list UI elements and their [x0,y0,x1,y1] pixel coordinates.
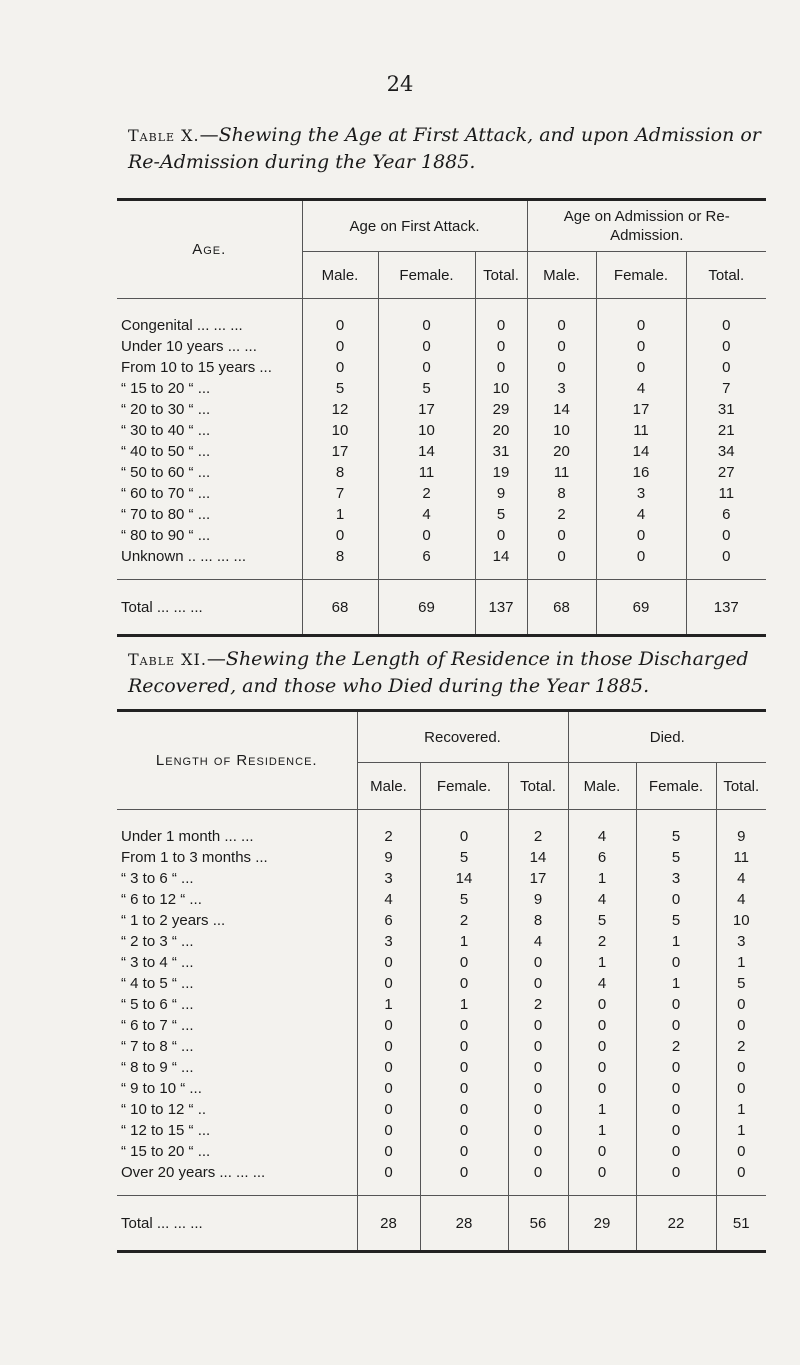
table-cell: 1 [636,973,716,994]
table-cell: 11 [716,847,766,868]
table-cell: 0 [636,1162,716,1196]
table-x-caption-lead: Table X. [128,126,200,145]
table-xi-group-died: Died. [568,711,766,763]
row-label: “ 4 to 5 “ ... [121,975,194,992]
total-label: Total ... ... ... [117,1196,357,1252]
table-cell: 0 [420,1141,508,1162]
table-cell: 4 [508,931,568,952]
table-cell: 0 [357,1057,420,1078]
table-cell: 2 [716,1036,766,1057]
table-cell: 8 [508,910,568,931]
table-cell: 0 [716,1141,766,1162]
table-cell: 17 [378,399,475,420]
table-cell: 6 [357,910,420,931]
table-cell: 0 [475,357,527,378]
table-row [117,357,766,378]
row-label: Under 10 years ... ... [121,338,257,355]
row-label: “ 5 to 6 “ ... [121,996,194,1013]
table-cell: 0 [508,1099,568,1120]
table-cell: 11 [527,462,596,483]
total-cell: 29 [568,1196,636,1252]
table-cell: 0 [686,299,766,337]
row-label: “ 3 to 4 “ ... [121,954,194,971]
table-cell: 5 [636,847,716,868]
table-cell: 0 [302,336,378,357]
page-number: 24 [386,72,414,96]
table-row [117,810,766,848]
table-cell: 0 [420,1036,508,1057]
row-label: “ 8 to 9 “ ... [121,1059,194,1076]
table-cell: 10 [378,420,475,441]
table-row [117,441,766,462]
table-row [117,525,766,546]
total-cell: 68 [527,580,596,636]
table-cell: 0 [357,1036,420,1057]
table-cell: 1 [568,1099,636,1120]
column-header: Female. [596,252,686,299]
table-cell: 4 [378,504,475,525]
row-label: Unknown .. ... ... ... [121,548,247,565]
table-cell: 0 [508,973,568,994]
table-cell: 4 [568,810,636,848]
column-header: Total. [475,252,527,299]
column-header: Male. [568,763,636,810]
table-cell: 1 [716,1120,766,1141]
table-cell: 11 [686,483,766,504]
table-cell: 11 [378,462,475,483]
table-cell: 14 [378,441,475,462]
table-cell: 0 [636,889,716,910]
table-cell: 0 [716,1162,766,1196]
column-header: Female. [636,763,716,810]
table-row [117,910,766,931]
table-cell: 14 [596,441,686,462]
table-cell: 0 [357,973,420,994]
table-cell: 1 [716,952,766,973]
row-label: “ 30 to 40 “ ... [121,422,211,439]
table-row [117,952,766,973]
table-xi [117,709,766,1253]
table-cell: 7 [302,483,378,504]
table-cell: 0 [596,357,686,378]
table-cell: 2 [357,810,420,848]
table-cell: 10 [475,378,527,399]
table-cell: 0 [636,1015,716,1036]
table-row [117,1141,766,1162]
table-cell: 1 [568,1120,636,1141]
table-row [117,1057,766,1078]
row-label: From 1 to 3 months ... [121,849,268,866]
total-cell: 137 [686,580,766,636]
table-cell: 4 [568,973,636,994]
table-xi-caption [128,646,768,700]
table-cell: 2 [527,504,596,525]
table-row [117,1078,766,1099]
total-cell: 28 [420,1196,508,1252]
table-cell: 0 [508,1120,568,1141]
table-cell: 9 [716,810,766,848]
table-cell: 0 [357,952,420,973]
table-cell: 0 [475,525,527,546]
table-cell: 0 [568,1057,636,1078]
table-cell: 4 [596,378,686,399]
row-label: “ 80 to 90 “ ... [121,527,211,544]
table-cell: 0 [568,994,636,1015]
table-cell: 0 [508,1141,568,1162]
table-cell: 9 [357,847,420,868]
table-cell: 5 [420,889,508,910]
table-x-group-first-attack: Age on First Attack. [302,200,527,252]
table-cell: 7 [686,378,766,399]
row-label: “ 7 to 8 “ ... [121,1038,194,1055]
table-cell: 14 [508,847,568,868]
table-cell: 2 [636,1036,716,1057]
table-cell: 0 [378,357,475,378]
table-cell: 0 [302,357,378,378]
column-header: Female. [378,252,475,299]
table-row [117,336,766,357]
table-row [117,399,766,420]
table-row [117,504,766,525]
table-cell: 1 [716,1099,766,1120]
table-cell: 29 [475,399,527,420]
table-cell: 9 [508,889,568,910]
table-xi-row-header: Length of Residence. [117,711,357,810]
total-cell: 22 [636,1196,716,1252]
table-cell: 0 [420,810,508,848]
table-cell: 21 [686,420,766,441]
table-cell: 16 [596,462,686,483]
row-label: “ 6 to 12 “ ... [121,891,202,908]
table-xi-group-recovered: Recovered. [357,711,568,763]
table-x [117,198,766,637]
total-cell: 68 [302,580,378,636]
table-cell: 0 [420,1015,508,1036]
table-row [117,973,766,994]
table-cell: 20 [475,420,527,441]
total-cell: 69 [378,580,475,636]
table-cell: 0 [568,1162,636,1196]
row-label: “ 10 to 12 “ .. [121,1101,207,1118]
table-cell: 0 [636,1099,716,1120]
table-cell: 0 [568,1015,636,1036]
row-label: “ 60 to 70 “ ... [121,485,211,502]
table-cell: 4 [596,504,686,525]
table-cell: 1 [636,931,716,952]
table-cell: 14 [420,868,508,889]
table-cell: 1 [357,994,420,1015]
table-cell: 0 [596,299,686,337]
row-label: “ 70 to 80 “ ... [121,506,211,523]
table-cell: 5 [420,847,508,868]
row-label: “ 20 to 30 “ ... [121,401,211,418]
table-cell: 0 [378,525,475,546]
table-cell: 0 [302,525,378,546]
table-cell: 3 [596,483,686,504]
total-cell: 28 [357,1196,420,1252]
table-cell: 5 [475,504,527,525]
table-cell: 0 [357,1162,420,1196]
row-label: From 10 to 15 years ... [121,359,272,376]
table-cell: 0 [420,973,508,994]
table-cell: 0 [420,1120,508,1141]
table-cell: 12 [302,399,378,420]
table-cell: 1 [302,504,378,525]
table-row [117,546,766,580]
table-row [117,420,766,441]
table-cell: 2 [378,483,475,504]
table-cell: 0 [596,525,686,546]
table-cell: 17 [508,868,568,889]
total-cell: 69 [596,580,686,636]
total-cell: 56 [508,1196,568,1252]
table-x-group-admission: Age on Admission or Re-Admission. [527,200,766,252]
table-cell: 4 [357,889,420,910]
column-header: Male. [357,763,420,810]
table-cell: 1 [420,994,508,1015]
table-cell: 0 [686,546,766,580]
table-cell: 17 [596,399,686,420]
row-label: “ 6 to 7 “ ... [121,1017,194,1034]
table-cell: 19 [475,462,527,483]
table-cell: 0 [686,525,766,546]
table-cell: 6 [686,504,766,525]
total-row [117,1196,766,1252]
table-xi-caption-lead: Table XI. [128,650,207,669]
table-cell: 0 [636,1141,716,1162]
column-header: Total. [686,252,766,299]
row-label: “ 9 to 10 “ ... [121,1080,202,1097]
table-row [117,1036,766,1057]
table-row [117,1120,766,1141]
table-cell: 0 [568,1036,636,1057]
table-cell: 0 [302,299,378,337]
table-cell: 0 [636,1120,716,1141]
table-cell: 0 [527,525,596,546]
table-x-row-header: Age. [117,200,302,299]
table-cell: 0 [508,1036,568,1057]
table-row [117,462,766,483]
table-cell: 11 [596,420,686,441]
table-cell: 0 [420,1078,508,1099]
table-x-caption-dash: — [199,124,219,146]
table-cell: 0 [568,1078,636,1099]
table-cell: 0 [420,1162,508,1196]
table-cell: 0 [636,994,716,1015]
total-label: Total ... ... ... [117,580,302,636]
table-cell: 1 [568,868,636,889]
table-cell: 0 [686,336,766,357]
table-cell: 8 [302,546,378,580]
row-label: Congenital ... ... ... [121,317,243,334]
table-cell: 0 [420,1057,508,1078]
table-cell: 3 [357,931,420,952]
row-label: Under 1 month ... ... [121,828,254,845]
table-cell: 5 [716,973,766,994]
table-cell: 0 [716,1015,766,1036]
table-cell: 0 [527,546,596,580]
table-cell: 0 [508,1057,568,1078]
table-xi-caption-text: Shewing the Length of Residence in those Discharged Recovered, and those who Died during the Year 1885. [128,648,749,697]
table-cell: 3 [527,378,596,399]
table-cell: 0 [636,1078,716,1099]
table-cell: 0 [475,336,527,357]
table-xi-caption-dash: — [206,648,226,670]
table-cell: 0 [357,1099,420,1120]
table-cell: 31 [475,441,527,462]
table-cell: 0 [475,299,527,337]
table-cell: 14 [475,546,527,580]
column-header: Male. [302,252,378,299]
table-cell: 0 [420,1099,508,1120]
table-cell: 5 [378,378,475,399]
table-row [117,931,766,952]
row-label: Over 20 years ... ... ... [121,1164,266,1181]
row-label: “ 12 to 15 “ ... [121,1122,211,1139]
total-cell: 137 [475,580,527,636]
table-cell: 2 [508,810,568,848]
table-row [117,889,766,910]
table-cell: 0 [596,546,686,580]
row-label: “ 3 to 6 “ ... [121,870,194,887]
table-cell: 0 [508,1078,568,1099]
table-cell: 20 [527,441,596,462]
row-label: “ 50 to 60 “ ... [121,464,211,481]
total-row [117,580,766,636]
table-cell: 0 [508,1162,568,1196]
table-cell: 3 [636,868,716,889]
table-cell: 0 [568,1141,636,1162]
table-cell: 5 [636,910,716,931]
table-cell: 0 [357,1015,420,1036]
table-cell: 0 [508,1015,568,1036]
table-cell: 1 [568,952,636,973]
table-cell: 5 [636,810,716,848]
table-cell: 2 [568,931,636,952]
table-row [117,868,766,889]
table-cell: 0 [527,357,596,378]
table-cell: 5 [568,910,636,931]
row-label: “ 15 to 20 “ ... [121,380,211,397]
table-cell: 31 [686,399,766,420]
row-label: “ 1 to 2 years ... [121,912,226,929]
table-cell: 10 [527,420,596,441]
table-cell: 4 [568,889,636,910]
table-cell: 0 [508,952,568,973]
column-header: Male. [527,252,596,299]
table-row [117,847,766,868]
table-cell: 10 [302,420,378,441]
table-row [117,1162,766,1196]
table-cell: 0 [378,336,475,357]
table-row [117,994,766,1015]
column-header: Female. [420,763,508,810]
table-cell: 0 [596,336,686,357]
table-cell: 0 [716,1057,766,1078]
row-label: “ 15 to 20 “ ... [121,1143,211,1160]
table-row [117,378,766,399]
table-cell: 0 [636,1057,716,1078]
table-cell: 4 [716,868,766,889]
table-cell: 2 [508,994,568,1015]
table-cell: 0 [527,299,596,337]
table-cell: 4 [716,889,766,910]
table-cell: 0 [357,1141,420,1162]
table-row [117,1015,766,1036]
table-cell: 0 [527,336,596,357]
total-cell: 51 [716,1196,766,1252]
row-label: “ 40 to 50 “ ... [121,443,211,460]
table-cell: 27 [686,462,766,483]
table-cell: 0 [636,952,716,973]
column-header: Total. [716,763,766,810]
table-cell: 17 [302,441,378,462]
table-cell: 9 [475,483,527,504]
table-cell: 3 [716,931,766,952]
table-cell: 0 [378,299,475,337]
table-cell: 6 [378,546,475,580]
table-cell: 0 [357,1078,420,1099]
table-cell: 0 [716,1078,766,1099]
table-cell: 0 [420,952,508,973]
table-row [117,483,766,504]
table-cell: 0 [716,994,766,1015]
table-cell: 8 [527,483,596,504]
table-row [117,1099,766,1120]
table-cell: 3 [357,868,420,889]
table-cell: 34 [686,441,766,462]
table-cell: 8 [302,462,378,483]
table-x-caption [128,122,768,176]
table-cell: 6 [568,847,636,868]
table-cell: 0 [357,1120,420,1141]
table-cell: 0 [686,357,766,378]
table-cell: 10 [716,910,766,931]
table-cell: 5 [302,378,378,399]
table-x-caption-text: Shewing the Age at First Attack, and upon Admission or Re-Admission during the Year 1885. [128,124,761,173]
column-header: Total. [508,763,568,810]
table-cell: 2 [420,910,508,931]
table-row [117,299,766,337]
table-cell: 1 [420,931,508,952]
row-label: “ 2 to 3 “ ... [121,933,194,950]
table-cell: 14 [527,399,596,420]
